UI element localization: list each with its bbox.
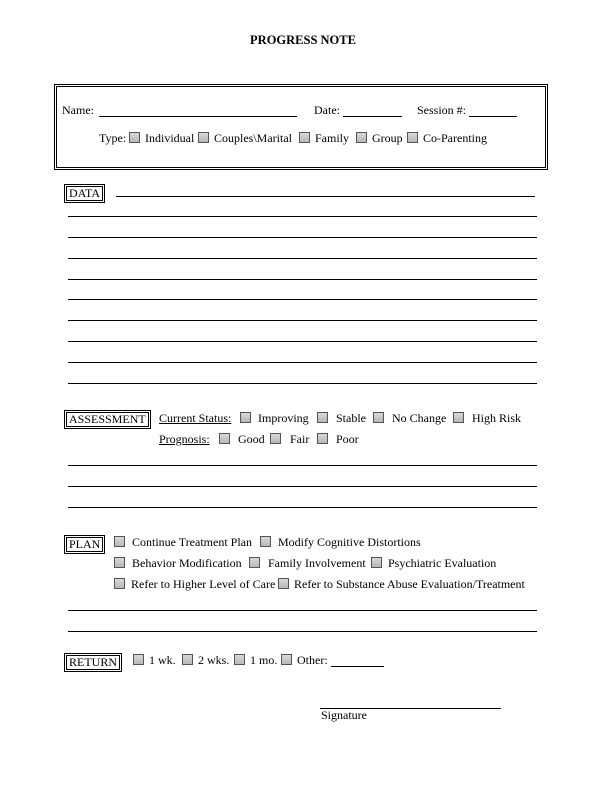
prognosis-fair-checkbox[interactable] [270, 433, 281, 444]
return-other-label: Other: [297, 653, 328, 667]
type-individual-label: Individual [145, 131, 195, 145]
plan-substance-label: Refer to Substance Abuse Evaluation/Treatment [294, 577, 525, 591]
plan-modify-label: Modify Cognitive Distortions [278, 535, 421, 549]
return-1wk-checkbox[interactable] [133, 654, 144, 665]
plan-continue-label: Continue Treatment Plan [132, 535, 252, 549]
status-nochange-label: No Change [392, 411, 447, 425]
type-individual-checkbox[interactable] [129, 132, 140, 143]
date-field[interactable] [343, 116, 402, 117]
return-1wk-label: 1 wk. [149, 653, 176, 667]
type-couples-label: Couples\Marital [214, 131, 292, 145]
assessment-section-label: ASSESSMENT [64, 410, 151, 429]
status-stable-checkbox[interactable] [317, 412, 328, 423]
return-1mo-checkbox[interactable] [234, 654, 245, 665]
data-line[interactable] [68, 320, 537, 321]
type-label: Type: [99, 131, 127, 145]
data-line[interactable] [68, 383, 537, 384]
return-2wks-checkbox[interactable] [182, 654, 193, 665]
plan-section-label: PLAN [64, 535, 105, 554]
data-line[interactable] [68, 237, 537, 238]
client-info-box [54, 84, 548, 170]
prognosis-fair-label: Fair [290, 432, 310, 446]
prognosis-good-label: Good [238, 432, 265, 446]
signature-label: Signature [321, 708, 367, 722]
data-section-label: DATA [64, 184, 105, 203]
status-nochange-checkbox[interactable] [373, 412, 384, 423]
plan-family-checkbox[interactable] [249, 557, 260, 568]
assessment-line[interactable] [68, 486, 537, 487]
name-label: Name: [62, 103, 94, 117]
status-improving-checkbox[interactable] [240, 412, 251, 423]
plan-modify-checkbox[interactable] [260, 536, 271, 547]
return-other-field[interactable] [331, 666, 384, 667]
assessment-line[interactable] [68, 465, 537, 466]
prognosis-poor-checkbox[interactable] [317, 433, 328, 444]
plan-continue-checkbox[interactable] [114, 536, 125, 547]
prognosis-label: Prognosis: [159, 432, 210, 446]
prognosis-good-checkbox[interactable] [219, 433, 230, 444]
type-group-label: Group [372, 131, 403, 145]
plan-line[interactable] [68, 610, 537, 611]
status-highrisk-checkbox[interactable] [453, 412, 464, 423]
status-stable-label: Stable [336, 411, 366, 425]
data-line[interactable] [68, 341, 537, 342]
current-status-label: Current Status: [159, 411, 232, 425]
data-line[interactable] [68, 362, 537, 363]
plan-substance-checkbox[interactable] [278, 578, 289, 589]
prognosis-poor-label: Poor [336, 432, 359, 446]
type-coparenting-checkbox[interactable] [407, 132, 418, 143]
type-group-checkbox[interactable] [356, 132, 367, 143]
status-improving-label: Improving [258, 411, 309, 425]
data-line[interactable] [68, 279, 537, 280]
data-line[interactable] [68, 299, 537, 300]
data-line[interactable] [68, 216, 537, 217]
plan-behavior-checkbox[interactable] [114, 557, 125, 568]
session-field[interactable] [469, 116, 517, 117]
data-line[interactable] [68, 258, 537, 259]
session-label: Session #: [417, 103, 467, 117]
page-title: PROGRESS NOTE [250, 33, 356, 47]
plan-line[interactable] [68, 631, 537, 632]
return-2wks-label: 2 wks. [198, 653, 230, 667]
data-line[interactable] [116, 196, 535, 197]
plan-higher-care-label: Refer to Higher Level of Care [131, 577, 276, 591]
type-couples-checkbox[interactable] [198, 132, 209, 143]
plan-higher-care-checkbox[interactable] [114, 578, 125, 589]
date-label: Date: [314, 103, 340, 117]
type-family-checkbox[interactable] [299, 132, 310, 143]
return-section-label: RETURN [64, 653, 122, 672]
plan-psychiatric-checkbox[interactable] [371, 557, 382, 568]
name-field[interactable] [99, 116, 297, 117]
plan-psychiatric-label: Psychiatric Evaluation [388, 556, 497, 570]
status-highrisk-label: High Risk [472, 411, 522, 425]
return-1mo-label: 1 mo. [250, 653, 278, 667]
return-other-checkbox[interactable] [281, 654, 292, 665]
plan-behavior-label: Behavior Modification [132, 556, 242, 570]
plan-family-label: Family Involvement [268, 556, 366, 570]
type-coparenting-label: Co-Parenting [423, 131, 487, 145]
assessment-line[interactable] [68, 507, 537, 508]
type-family-label: Family [315, 131, 350, 145]
